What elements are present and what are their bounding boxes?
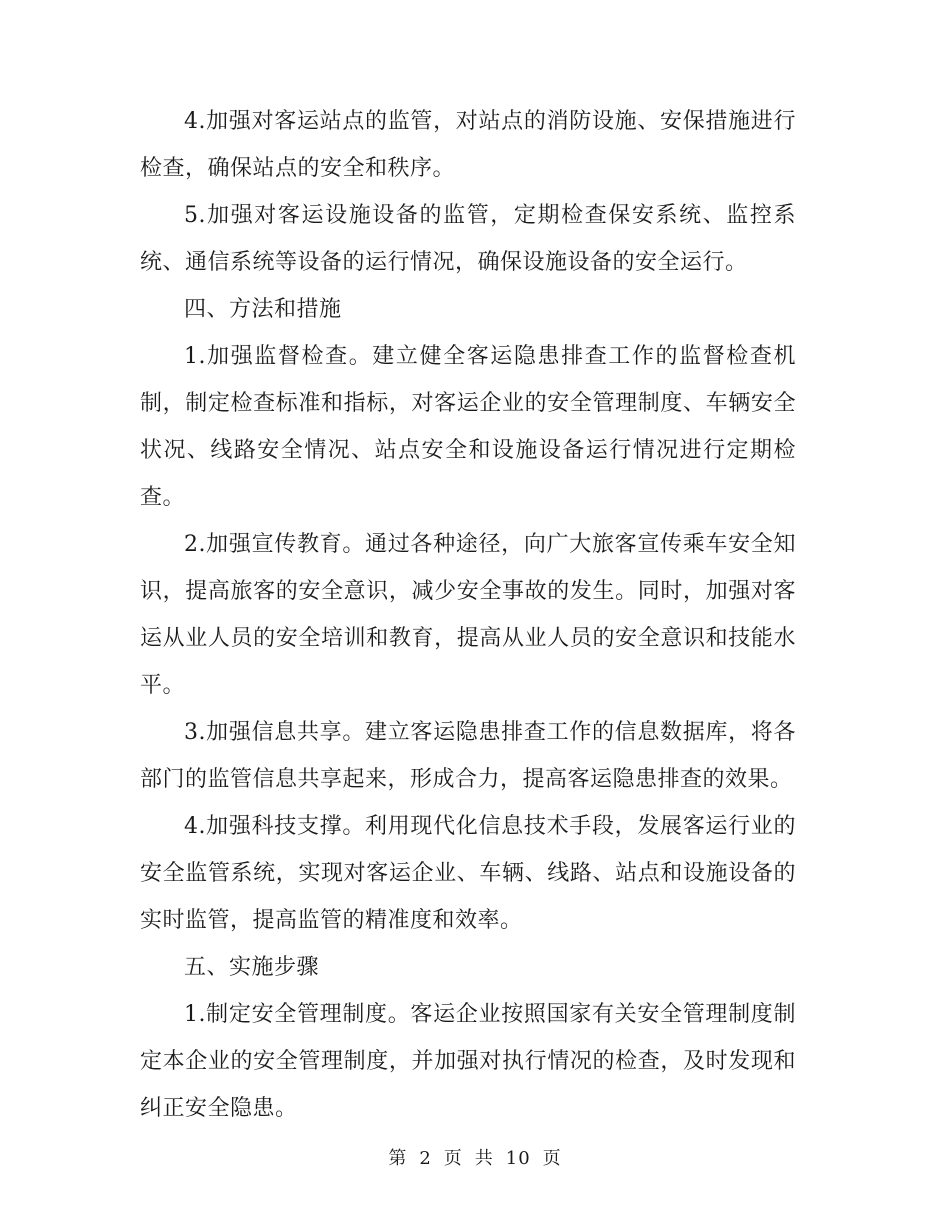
footer-current-page: 2: [419, 1148, 432, 1169]
footer-total-word: 共: [474, 1148, 494, 1169]
paragraph-tech-support: 4.加强科技支撑。利用现代化信息技术手段，发展客运行业的安全监管系统，实现对客运企业、车辆、线路、站点和设施设备的实时监管，提高监管的精准度和效率。: [140, 814, 796, 933]
paragraph-facility-supervision: 5.加强对客运设施设备的监管，定期检查保安系统、监控系统、通信系统等设备的运行情况，确保设施设备的安全运行。: [140, 203, 796, 275]
footer-suffix: 页: [542, 1148, 562, 1169]
page-footer: [0, 1147, 950, 1171]
paragraph-site-supervision: 4.加强对客运站点的监管，对站点的消防设施、安保措施进行检查，确保站点的安全和秩序。: [140, 109, 796, 181]
section-heading-steps: 五、实施步骤: [184, 955, 320, 980]
paragraph-education: 2.加强宣传教育。通过各种途径，向广大旅客宣传乘车安全知识，提高旅客的安全意识，减少安全事故的发生。同时，加强对客运从业人员的安全培训和教育，提高从业人员的安全意识和技能水平。: [140, 532, 796, 698]
footer-page-word: 页: [443, 1148, 463, 1169]
paragraph-inspection: 1.加强监督检查。建立健全客运隐患排查工作的监督检查机制，制定检查标准和指标，对客运企业的安全管理制度、车辆安全状况、线路安全情况、站点安全和设施设备运行情况进行定期检查。: [140, 344, 796, 510]
section-heading-methods: 四、方法和措施: [184, 297, 342, 322]
paragraph-management-system: 1.制定安全管理制度。客运企业按照国家有关安全管理制度制定本企业的安全管理制度，并加强对执行情况的检查，及时发现和纠正安全隐患。: [140, 1002, 796, 1121]
document-body: [140, 98, 796, 1132]
footer-prefix: 第: [388, 1148, 408, 1169]
footer-total-pages: 10: [505, 1148, 531, 1169]
paragraph-info-sharing: 3.加强信息共享。建立客运隐患排查工作的信息数据库，将各部门的监管信息共享起来，形成合力，提高客运隐患排查的效果。: [140, 720, 796, 792]
